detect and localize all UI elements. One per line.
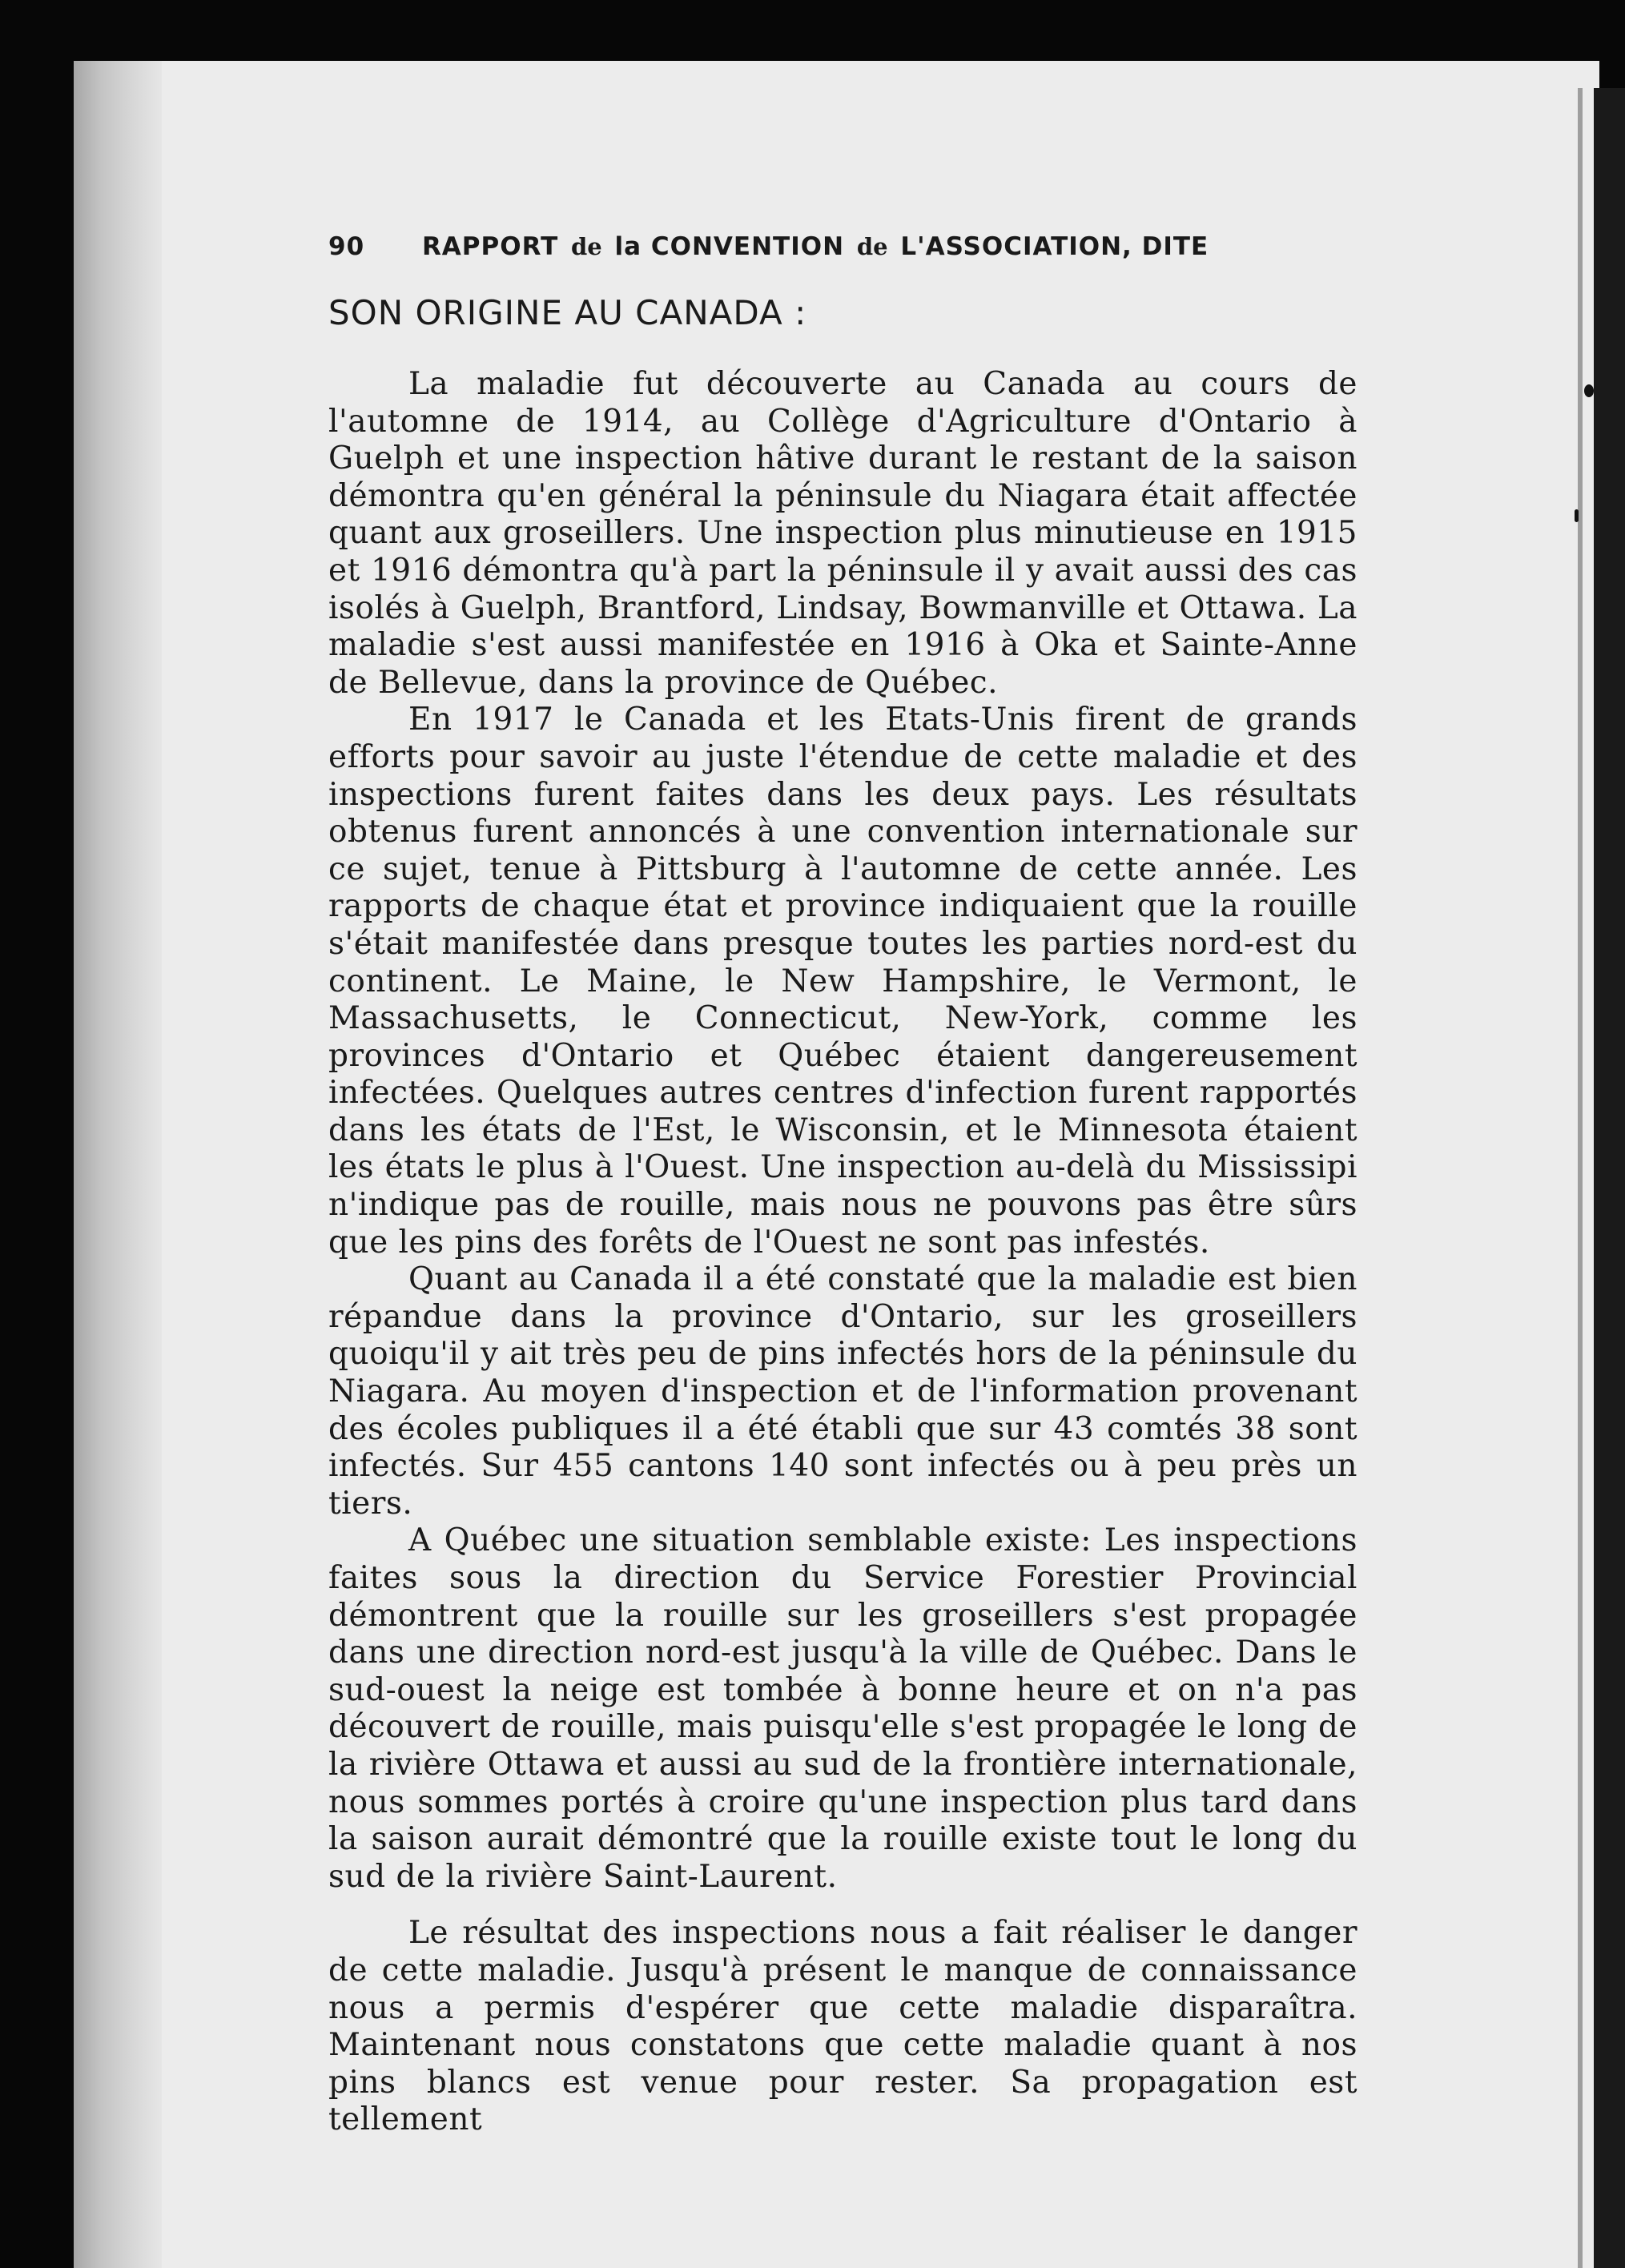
running-head: [328, 232, 1358, 261]
speck-mark: [1584, 384, 1594, 397]
running-head-de: de: [856, 233, 888, 260]
paragraph: La maladie fut découverte au Canada au cours de l'automne de 1914, au Collège d'Agriculture d'Ontario à Guelph et une inspection hâtive durant le restant de la saison démontra qu'en général la péninsule du Niagara était affectée quant aux groseillers. Une inspection plus minutieuse en 1915 et 1916 démontra qu'à part la péninsule il y avait aussi des cas isolés à Guelph, Brantford, Lindsay, Bowmanville et Ottawa. La maladie s'est aussi manifestée en 1916 à Oka et Sainte-Anne de Bellevue, dans la province de Québec.: [328, 366, 1358, 701]
running-head-de: de: [571, 233, 602, 260]
running-head-part: RAPPORT: [421, 232, 559, 261]
book-binding: [1594, 88, 1625, 2268]
running-head-part: L'ASSOCIATION, DITE: [900, 232, 1209, 261]
paragraph: A Québec une situation semblable existe: Les inspections faites sous la direction du Service Forestier Provincial démontrent que la rouille sur les groseillers s'est propagée dans une direction nord-est jusqu'à la ville de Québec. Dans le sud-ouest la neige est tombée à bonne heure et on n'a pas découvert de rouille, mais puisqu'elle s'est propagée le long de la rivière Ottawa et aussi au sud de la frontière internationale, nous sommes portés à croire qu'une inspection plus tard dans la saison aurait démontré que la rouille existe tout le long du sud de la rivière Saint-Laurent.: [328, 1522, 1358, 1895]
page-edge-shadow: [74, 61, 162, 2268]
speck-mark: [1575, 509, 1579, 522]
text-block: [328, 232, 1358, 2139]
section-heading: SON ORIGINE AU CANADA :: [328, 293, 807, 332]
paragraph: Le résultat des inspections nous a fait réaliser le danger de cette maladie. Jusqu'à présent le manque de connaissance nous a permis d'espérer que cette maladie disparaîtra. Maintenant nous constatons que cette maladie quant à nos pins blancs est venue pour rester. Sa propagation est tellement: [328, 1915, 1358, 2138]
running-head-part: la CONVENTION: [614, 232, 845, 261]
paragraph: En 1917 le Canada et les Etats-Unis firent de grands efforts pour savoir au juste l'étendue de cette maladie et des inspections furent faites dans les deux pays. Les résultats obtenus furent annoncés à une convention internationale sur ce sujet, tenue à Pittsburg à l'automne de cette année. Les rapports de chaque état et province indiquaient que la rouille s'était manifestée dans presque toutes les parties nord-est du continent. Le Maine, le New Hampshire, le Vermont, le Massachusetts, le Connecticut, New-York, comme les provinces d'Ontario et Québec étaient dangereusement infectées. Quelques autres centres d'infection furent rapportés dans les états de l'Est, le Wisconsin, et le Minnesota étaient les états le plus à l'Ouest. Une inspection au-delà du Mississipi n'indique pas de rouille, mais nous ne pouvons pas être sûrs que les pins des forêts de l'Ouest ne sont pas infestés.: [328, 702, 1358, 1261]
binding-line: [1578, 88, 1583, 2268]
page-number: 90: [328, 232, 365, 261]
paragraph: Quant au Canada il a été constaté que la maladie est bien répandue dans la province d'Ontario, sur les groseillers quoiqu'il y ait très peu de pins infectés hors de la péninsule du Niagara. Au moyen d'inspection et de l'information provenant des écoles publiques il a été établi que sur 43 comtés 38 sont infectés. Sur 455 cantons 140 sont infectés ou à peu près un tiers.: [328, 1261, 1358, 1522]
